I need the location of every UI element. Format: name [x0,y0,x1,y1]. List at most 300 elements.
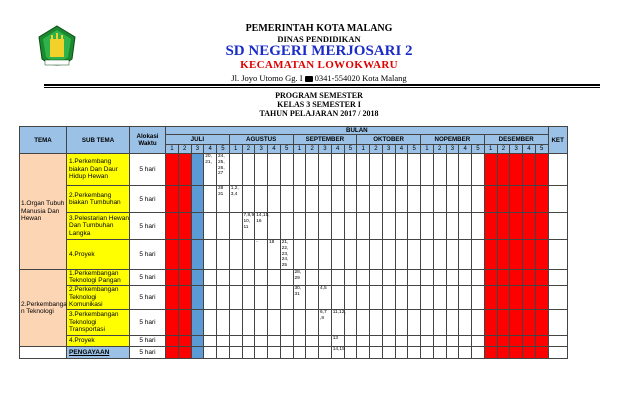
week-cell [306,154,319,186]
date-cell: 28, 29 [293,270,306,286]
week-cell [344,309,357,335]
week-cell [178,154,191,186]
week-cell [395,335,408,346]
week-cell [166,309,179,335]
week-cell [446,240,459,270]
week-cell [191,186,204,213]
week-cell [166,270,179,286]
week-cell [191,346,204,358]
week-cell [217,240,230,270]
week-header: 3 [446,145,459,154]
week-cell [268,346,281,358]
subtema-cell: 4.Proyek [67,240,130,270]
week-cell [523,335,536,346]
week-cell [472,186,485,213]
week-cell [280,346,293,358]
week-cell [446,270,459,286]
week-cell [217,285,230,309]
week-cell [280,186,293,213]
month-header: NOPEMBER [421,135,485,145]
week-cell [370,335,383,346]
date-cell: 21, 22, 23, 24, 25 [280,240,293,270]
week-header: 2 [178,145,191,154]
week-header: 4 [331,145,344,154]
week-header: 5 [344,145,357,154]
week-cell [421,270,434,286]
week-cell [446,335,459,346]
week-cell [178,213,191,240]
week-cell [523,186,536,213]
week-cell [242,240,255,270]
week-cell [217,346,230,358]
week-cell [395,154,408,186]
week-cell [255,270,268,286]
week-cell [459,186,472,213]
alokasi-cell: 5 hari [130,346,166,358]
week-cell [421,309,434,335]
week-cell [382,335,395,346]
week-cell [166,346,179,358]
week-cell [357,154,370,186]
week-cell [204,309,217,335]
month-header: AGUSTUS [229,135,293,145]
week-cell [497,213,510,240]
week-cell [319,346,332,358]
week-cell [382,285,395,309]
ket-cell [548,213,567,240]
week-cell [421,186,434,213]
subtema-cell: 3.Pelestarian Hewan Dan Tumbuhan Langka [67,213,130,240]
week-cell [395,346,408,358]
week-cell [459,285,472,309]
week-header: 3 [255,145,268,154]
week-cell [535,346,548,358]
week-cell [433,270,446,286]
week-cell [472,335,485,346]
week-cell [523,309,536,335]
week-cell [510,270,523,286]
week-cell [535,309,548,335]
week-cell [217,213,230,240]
week-cell [331,270,344,286]
subtema-cell: PENGAYAAN [67,346,130,358]
week-cell [446,285,459,309]
col-header-subtema: SUB TEMA [67,127,130,154]
subtema-cell: 1.Perkembangan Teknologi Pangan [67,270,130,286]
week-cell [370,270,383,286]
col-header-alokasi: Alokasi Waktu [130,127,166,154]
alokasi-cell: 5 hari [130,240,166,270]
week-cell [510,285,523,309]
week-cell [395,186,408,213]
week-cell [293,240,306,270]
week-header: 3 [382,145,395,154]
week-cell [523,213,536,240]
date-cell: 11,12, [331,309,344,335]
week-cell [472,154,485,186]
week-cell [510,240,523,270]
week-cell [484,270,497,286]
col-header-ket: KET [548,127,567,154]
week-cell [217,270,230,286]
table-row [20,154,568,186]
week-cell [191,309,204,335]
semester-schedule-table [19,126,568,359]
week-cell [229,213,242,240]
date-cell: 4,5 [319,285,332,309]
week-cell [204,240,217,270]
subtema-cell: 3.Perkembangan Teknologi Transportasi [67,309,130,335]
week-cell [459,213,472,240]
week-cell [242,335,255,346]
week-header: 1 [166,145,179,154]
week-cell [229,270,242,286]
week-cell [421,285,434,309]
week-cell [255,186,268,213]
col-header-bulan: BULAN [166,127,549,135]
week-cell [484,240,497,270]
phone-icon [305,76,313,82]
week-cell [331,154,344,186]
week-cell [280,154,293,186]
week-cell [433,346,446,358]
week-cell [535,240,548,270]
week-header: 1 [229,145,242,154]
week-cell [280,285,293,309]
table-row [20,213,568,240]
address-street: Jl. Joyo Utomo Gg. I [231,73,303,83]
week-cell [484,309,497,335]
week-header: 4 [395,145,408,154]
week-cell [421,213,434,240]
doc-title: PROGRAM SEMESTER [275,91,363,100]
week-cell [472,240,485,270]
week-cell [268,186,281,213]
ket-cell [548,309,567,335]
ket-cell [548,335,567,346]
week-cell [497,270,510,286]
theme-cell-empty [20,346,67,358]
week-cell [459,346,472,358]
week-cell [331,240,344,270]
week-cell [523,346,536,358]
alokasi-cell: 5 hari [130,154,166,186]
week-cell [280,213,293,240]
week-cell [293,213,306,240]
alokasi-cell: 5 hari [130,270,166,286]
week-cell [395,285,408,309]
month-header: OKTOBER [357,135,421,145]
week-cell [166,240,179,270]
week-cell [229,240,242,270]
week-cell [395,309,408,335]
week-cell [255,309,268,335]
week-header: 1 [421,145,434,154]
week-header: 1 [484,145,497,154]
week-cell [484,346,497,358]
week-cell [510,186,523,213]
week-cell [306,186,319,213]
week-header: 5 [408,145,421,154]
week-cell [382,186,395,213]
week-cell [242,346,255,358]
month-header: DESEMBER [484,135,548,145]
week-cell [344,346,357,358]
date-cell: 1,2, 3,4 [229,186,242,213]
week-cell [319,240,332,270]
week-cell [306,335,319,346]
week-cell [319,335,332,346]
week-cell [382,270,395,286]
week-cell [510,154,523,186]
header-divider [44,84,600,86]
week-cell [204,346,217,358]
ket-cell [548,285,567,309]
week-cell [433,309,446,335]
week-header: 2 [433,145,446,154]
week-header: 5 [217,145,230,154]
week-cell [242,270,255,286]
week-cell [344,186,357,213]
week-header: 2 [242,145,255,154]
week-cell [229,154,242,186]
date-cell: 28 31 [217,186,230,213]
week-cell [370,154,383,186]
week-cell [395,270,408,286]
week-cell [229,285,242,309]
subtema-cell: 4.Proyek [67,335,130,346]
week-header: 1 [357,145,370,154]
week-cell [523,285,536,309]
week-cell [472,213,485,240]
date-cell: 18 [268,240,281,270]
col-header-tema: TEMA [20,127,67,154]
week-cell [293,154,306,186]
week-cell [408,335,421,346]
week-header: 5 [535,145,548,154]
week-cell [370,285,383,309]
week-cell [242,285,255,309]
header-address [0,73,638,83]
week-header: 5 [280,145,293,154]
week-cell [191,335,204,346]
week-cell [535,270,548,286]
week-cell [446,213,459,240]
week-cell [408,240,421,270]
week-cell [459,154,472,186]
alokasi-cell: 5 hari [130,335,166,346]
date-cell: 30, 31 [293,285,306,309]
week-cell [293,186,306,213]
week-cell [178,186,191,213]
week-cell [433,186,446,213]
week-cell [357,285,370,309]
doc-class: KELAS 3 SEMESTER I [277,100,361,109]
ket-cell [548,346,567,358]
week-cell [217,335,230,346]
week-cell [306,270,319,286]
week-cell [217,309,230,335]
week-cell [178,346,191,358]
week-cell [421,240,434,270]
week-cell [523,270,536,286]
week-cell [535,335,548,346]
table-row [20,285,568,309]
week-cell [408,186,421,213]
week-cell [357,213,370,240]
week-cell [408,285,421,309]
week-cell [255,154,268,186]
week-cell [421,154,434,186]
week-cell [268,285,281,309]
date-cell: 14,15, 16 [255,213,268,240]
week-cell [459,240,472,270]
ket-cell [548,186,567,213]
week-cell [306,213,319,240]
week-cell [306,285,319,309]
week-cell [510,346,523,358]
week-cell [319,154,332,186]
table-row [20,270,568,286]
week-cell [331,213,344,240]
week-cell [446,309,459,335]
week-cell [382,309,395,335]
week-cell [242,309,255,335]
week-cell [319,213,332,240]
subtema-cell: 1.Perkembang biakan Dan Daur Hidup Hewan [67,154,130,186]
date-cell: 20, 21, [204,154,217,186]
week-cell [446,154,459,186]
week-cell [472,270,485,286]
week-header: 2 [497,145,510,154]
week-cell [166,335,179,346]
ket-cell [548,270,567,286]
week-cell [166,154,179,186]
week-cell [229,309,242,335]
date-cell: 6,7 ,8 [319,309,332,335]
week-cell [433,213,446,240]
week-header: 4 [268,145,281,154]
week-cell [268,309,281,335]
week-cell [382,240,395,270]
week-cell [344,285,357,309]
week-cell [204,270,217,286]
week-cell [459,309,472,335]
week-cell [229,346,242,358]
week-cell [370,240,383,270]
header-department: DINAS PENDIDIKAN [277,34,361,44]
week-cell [293,346,306,358]
week-cell [382,346,395,358]
week-cell [166,213,179,240]
week-cell [204,335,217,346]
header-school-name: SD NEGERI MERJOSARI 2 [225,43,413,59]
week-cell [433,335,446,346]
week-cell [535,285,548,309]
week-cell [408,213,421,240]
week-header: 1 [293,145,306,154]
week-cell [408,346,421,358]
week-cell [510,335,523,346]
week-cell [306,309,319,335]
week-cell [255,346,268,358]
week-cell [178,270,191,286]
week-cell [268,154,281,186]
week-cell [357,335,370,346]
week-cell [280,335,293,346]
week-cell [370,309,383,335]
week-header: 4 [523,145,536,154]
theme-cell: 1.Organ Tubuh Manusia Dan Hewan [20,154,67,270]
week-cell [484,335,497,346]
week-cell [344,240,357,270]
week-cell [433,285,446,309]
week-cell [229,335,242,346]
week-cell [535,213,548,240]
week-cell [497,335,510,346]
week-cell [446,186,459,213]
week-cell [166,285,179,309]
week-cell [191,270,204,286]
week-cell [459,335,472,346]
week-cell [280,309,293,335]
week-cell [497,346,510,358]
week-cell [255,335,268,346]
week-cell [382,213,395,240]
table-row [20,335,568,346]
week-cell [484,186,497,213]
week-cell [484,154,497,186]
week-cell [408,270,421,286]
week-cell [395,213,408,240]
month-header: SEPTEMBER [293,135,357,145]
week-cell [331,186,344,213]
week-cell [497,285,510,309]
table-row [20,346,568,358]
week-cell [319,270,332,286]
week-cell [497,309,510,335]
table-row [20,186,568,213]
week-cell [510,213,523,240]
week-cell [357,186,370,213]
alokasi-cell: 5 hari [130,285,166,309]
week-cell [293,335,306,346]
week-cell [280,270,293,286]
week-cell [433,240,446,270]
week-cell [255,285,268,309]
week-cell [191,285,204,309]
alokasi-cell: 5 hari [130,309,166,335]
week-header: 3 [510,145,523,154]
week-header: 3 [319,145,332,154]
week-cell [472,309,485,335]
month-header: JULI [166,135,230,145]
week-cell [191,240,204,270]
week-cell [459,270,472,286]
address-phone: 0341-554020 Kota Malang [314,73,407,83]
week-cell [204,186,217,213]
subtema-cell: 2.Perkembangan Teknologi Komunikasi [67,285,130,309]
week-cell [370,346,383,358]
week-cell [395,240,408,270]
week-cell [472,285,485,309]
week-cell [484,285,497,309]
date-cell: 24, 25, 26, 27 [217,154,230,186]
week-cell [178,309,191,335]
week-header: 4 [459,145,472,154]
alokasi-cell: 5 hari [130,213,166,240]
week-cell [178,285,191,309]
